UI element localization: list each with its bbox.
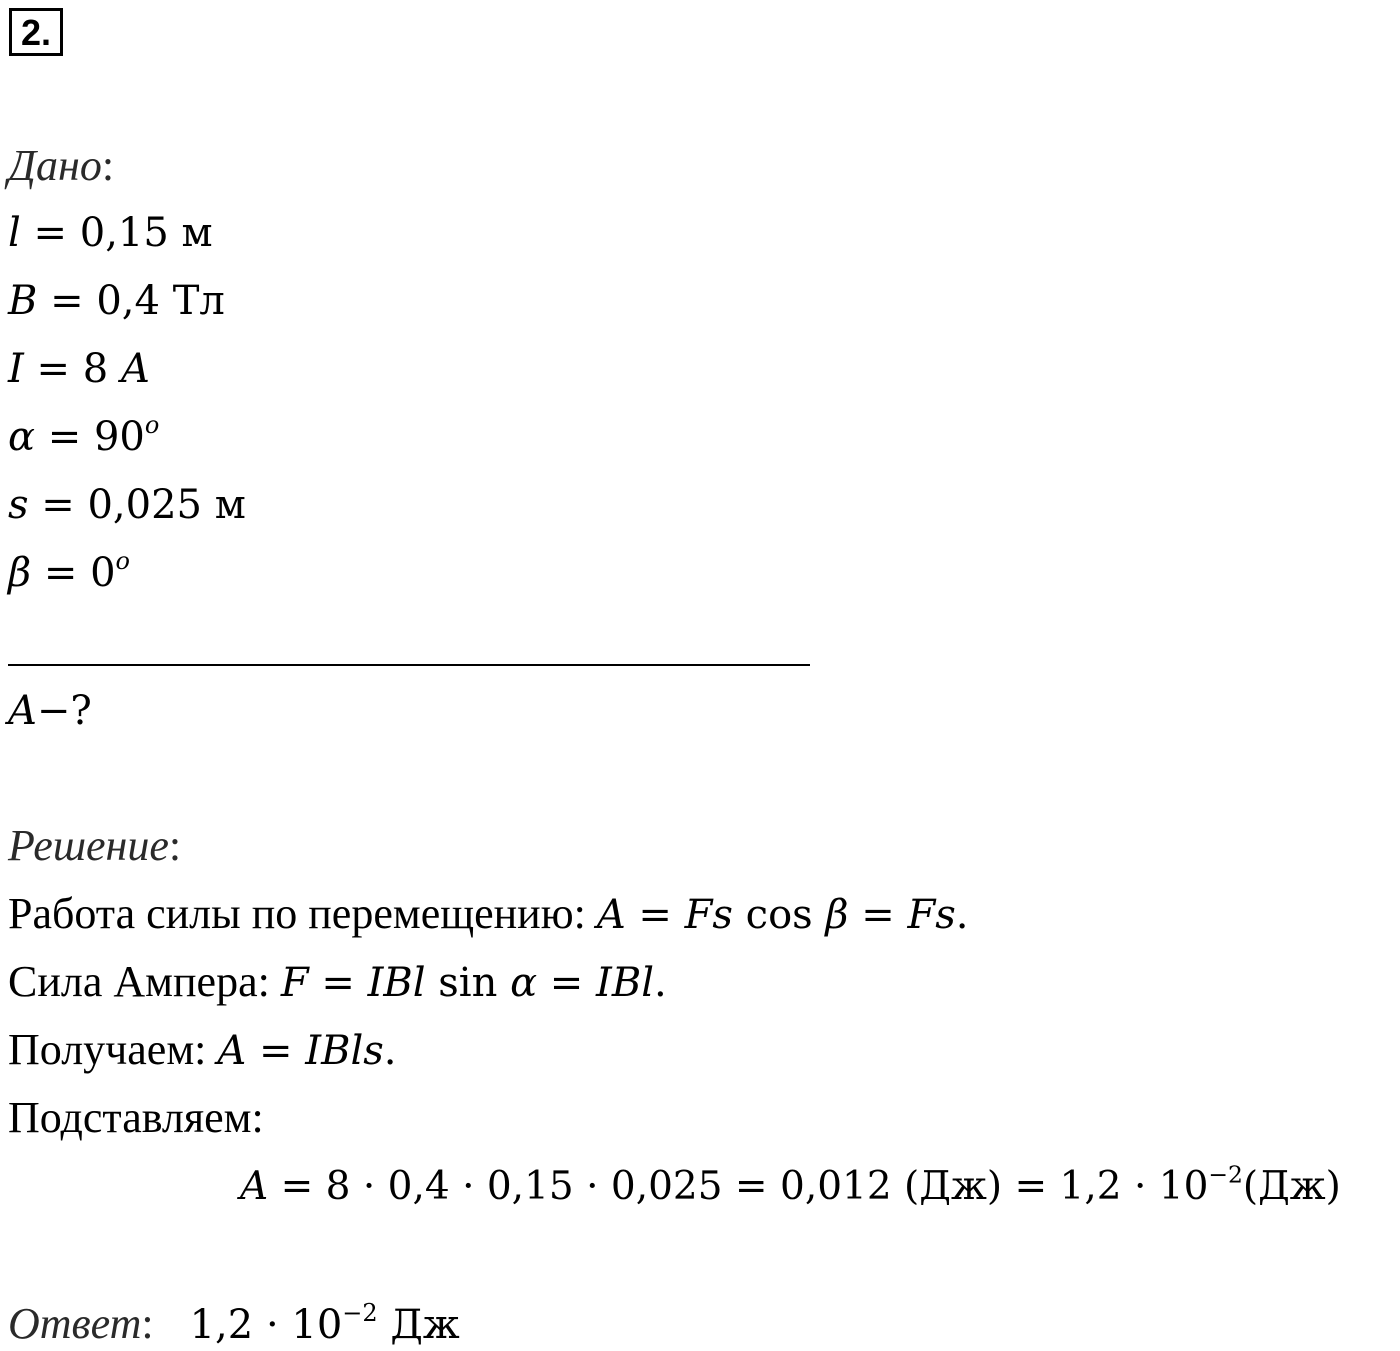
find-question: −?: [36, 688, 92, 734]
given-var: B: [8, 278, 38, 324]
answer-value: 1,2 · 10: [189, 1302, 343, 1348]
given-var: s: [8, 482, 29, 528]
line-text: Сила Ампера:: [8, 957, 281, 1006]
given-value: 0: [90, 550, 116, 596]
solution-heading-label: Решение: [8, 821, 169, 870]
find-var: A: [8, 688, 37, 734]
formula-part: A: [217, 1028, 247, 1074]
calc-exponent: −2: [1208, 1160, 1243, 1189]
formula-part: .: [654, 960, 667, 1006]
given-eq: =: [31, 550, 91, 596]
solution-line-substitute: Подставляем:: [8, 1093, 264, 1142]
formula-part: IBls: [305, 1028, 384, 1074]
given-item-current: [8, 346, 150, 392]
given-degree: o: [115, 547, 130, 576]
given-eq: =: [20, 210, 80, 256]
problem-number: 2.: [9, 8, 63, 56]
given-eq: =: [37, 278, 97, 324]
solution-line-work: [8, 888, 968, 939]
answer-label: Ответ: [8, 1299, 142, 1348]
given-unit: A: [120, 346, 150, 392]
answer-exponent: −2: [342, 1299, 378, 1328]
given-eq: =: [23, 346, 83, 392]
given-eq: =: [28, 482, 88, 528]
given-var: β: [8, 550, 32, 596]
formula-part: =: [848, 892, 908, 938]
formula-part: =: [308, 960, 368, 1006]
formula-part: .: [955, 892, 969, 938]
solution-calculation: [240, 1160, 1341, 1209]
calc-unit: (Дж): [1242, 1164, 1341, 1209]
given-value: 0,15 м: [79, 210, 213, 256]
given-divider: [8, 664, 810, 666]
given-value: 0,4 Тл: [96, 278, 225, 324]
calc-var: A: [240, 1164, 269, 1209]
given-item-alpha: [8, 411, 160, 460]
given-value: 0,025 м: [87, 482, 246, 528]
given-value: 90: [93, 414, 145, 460]
given-heading-colon: :: [101, 141, 115, 190]
given-item-displacement: [8, 482, 246, 528]
answer-line: [8, 1298, 460, 1349]
given-var: l: [8, 210, 21, 256]
line-text: Получаем:: [8, 1025, 218, 1074]
formula-part: cos: [732, 892, 826, 938]
given-degree: o: [144, 411, 160, 440]
given-var: I: [8, 346, 24, 392]
given-item-field: [8, 278, 225, 324]
given-heading: [8, 140, 114, 191]
formula-part: Fs: [684, 892, 733, 938]
solution-line-result: [8, 1024, 397, 1075]
formula-part: IBl: [367, 960, 426, 1006]
given-item-length: [8, 210, 213, 256]
formula-part: IBl: [596, 960, 655, 1006]
given-var: α: [8, 414, 36, 460]
given-heading-label: Дано: [8, 141, 102, 190]
find-line: [8, 688, 92, 734]
formula-part: α: [510, 960, 538, 1006]
formula-part: .: [383, 1028, 397, 1074]
given-value: 8: [82, 346, 121, 392]
solution-heading-colon: :: [168, 821, 182, 870]
answer-colon: :: [141, 1299, 154, 1348]
answer-unit: Дж: [377, 1302, 460, 1348]
formula-part: =: [246, 1028, 306, 1074]
formula-part: F: [280, 960, 309, 1006]
solution-line-ampere: [8, 956, 667, 1007]
formula-part: Fs: [907, 892, 956, 938]
given-item-beta: [8, 547, 130, 596]
line-text: Работа силы по перемещению:: [8, 889, 597, 938]
formula-part: sin: [425, 960, 511, 1006]
calc-expression: = 8 · 0,4 · 0,15 · 0,025 = 0,012 (Дж) = 1,2 · 10: [268, 1164, 1209, 1209]
formula-part: =: [625, 892, 685, 938]
formula-part: β: [825, 892, 849, 938]
formula-part: =: [537, 960, 597, 1006]
formula-part: A: [596, 892, 626, 938]
given-eq: =: [35, 414, 94, 460]
solution-heading: [8, 820, 181, 871]
